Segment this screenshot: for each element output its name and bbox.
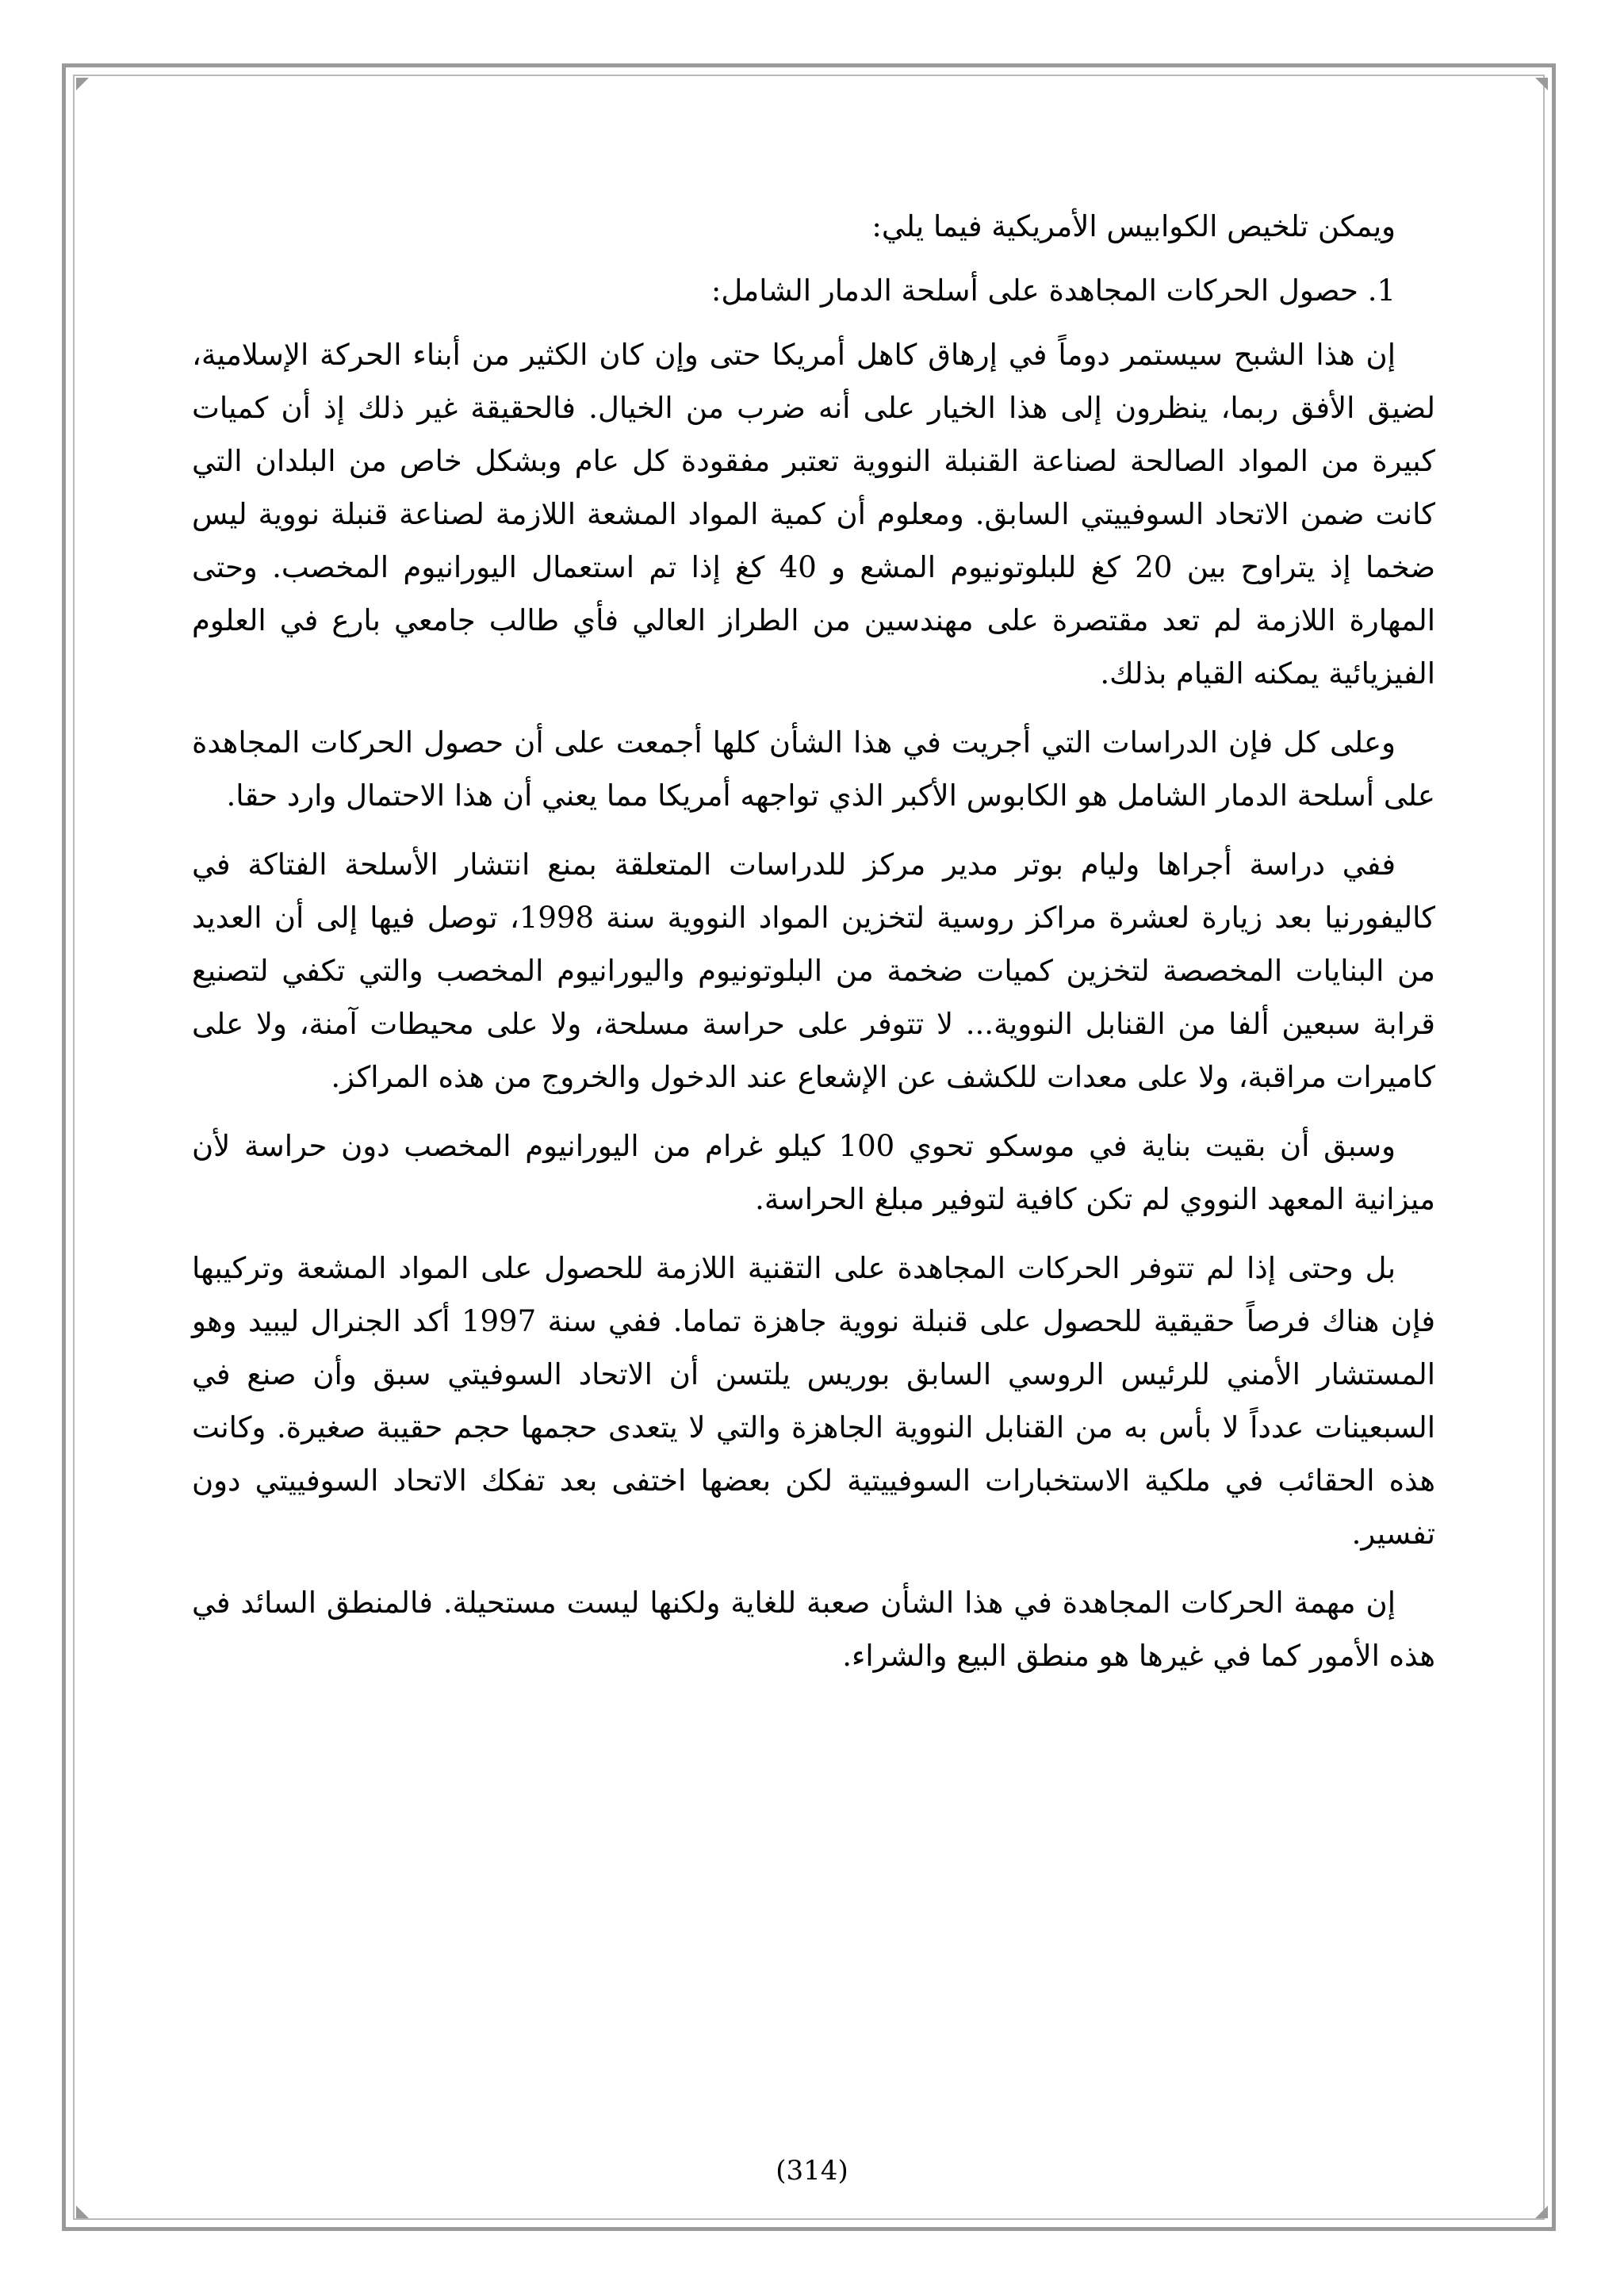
border-corner-ornament <box>76 2206 89 2218</box>
border-corner-ornament <box>1535 78 1548 90</box>
paragraph: إن مهمة الحركات المجاهدة في هذا الشأن صعبة للغاية ولكنها ليست مستحيلة. فالمنطق السائد في هذه الأمور كما في غيرها هو منطق البيع والشراء. <box>192 1586 1435 1673</box>
list-item-1: 1. حصول الحركات المجاهدة على أسلحة الدمار الشامل: <box>710 274 1396 308</box>
paragraph: وسبق أن بقيت بناية في موسكو تحوي 100 كيلو غرام من اليورانيوم المخصب دون حراسة لأن ميزانية المعهد النووي لم تكن كافية لتوفير مبلغ الحراسة. <box>192 1129 1435 1216</box>
border-corner-ornament <box>1535 2206 1548 2218</box>
page-number: (314) <box>776 2155 848 2187</box>
intro-line: ويمكن تلخيص الكوابيس الأمريكية فيما يلي: <box>871 209 1396 243</box>
paragraph: ففي دراسة أجراها وليام بوتر مدير مركز للدراسات المتعلقة بمنع انتشار الأسلحة الفتاكة في كاليفورنيا بعد زيارة لعشرة مراكز روسية لتخزين المواد النووية سنة 1998، توصل فيها إلى أن العديد من البنايات المخصصة لتخزين كميات ضخمة من البلوتونيوم واليورانيوم المخصب والتي تكفي لتصنيع قرابة سبعين ألفا من القنابل النووية... لا تتوفر على حراسة مسلحة، ولا على محيطات آمنة، ولا على كاميرات مراقبة، ولا على معدات للكشف عن الإشعاع عند الدخول والخروج من هذه المراكز. <box>192 848 1436 1094</box>
paragraph: وعلى كل فإن الدراسات التي أجريت في هذا الشأن كلها أجمعت على أن حصول الحركات المجاهدة على أسلحة الدمار الشامل هو الكابوس الأكبر الذي تواجهه أمريكا مما يعني أن هذا الاحتمال وارد حقا. <box>192 725 1435 813</box>
border-corner-ornament <box>76 78 89 90</box>
document-body <box>192 200 1435 1698</box>
paragraph: إن هذا الشبح سيستمر دوماً في إرهاق كاهل أمريكا حتى وإن كان الكثير من أبناء الحركة الإسلامية، لضيق الأفق ربما، ينظرون إلى هذا الخيار على أنه ضرب من الخيال. فالحقيقة غير ذلك إذ أن كميات كبيرة من المواد الصالحة لصناعة القنبلة النووية تعتبر مفقودة كل عام وبشكل خاص من البلدان التي كانت ضمن الاتحاد السوفييتي السابق. ومعلوم أن كمية المواد المشعة اللازمة لصناعة قنبلة نووية ليس ضخما إذ يتراوح بين 20 كغ للبلوتونيوم المشع و 40 كغ إذا تم استعمال اليورانيوم المخصب. وحتى المهارة اللازمة لم تعد مقتصرة على مهندسين من الطراز العالي فأي طالب جامعي بارع في العلوم الفيزيائية يمكنه القيام بذلك. <box>192 338 1435 691</box>
paragraph: بل وحتى إذا لم تتوفر الحركات المجاهدة على التقنية اللازمة للحصول على المواد المشعة وتركيبها فإن هناك فرصاً حقيقية للحصول على قنبلة نووية جاهزة تماما. ففي سنة 1997 أكد الجنرال ليبيد وهو المستشار الأمني للرئيس الروسي السابق بوريس يلتسن أن الاتحاد السوفيتي سبق وأن صنع في السبعينات عدداً لا بأس به من القنابل النووية الجاهزة والتي لا يتعدى حجمها حجم حقيبة صغيرة. وكانت هذه الحقائب في ملكية الاستخبارات السوفييتية لكن بعضها اختفى بعد تفكك الاتحاد السوفييتي دون تفسير. <box>192 1251 1436 1551</box>
